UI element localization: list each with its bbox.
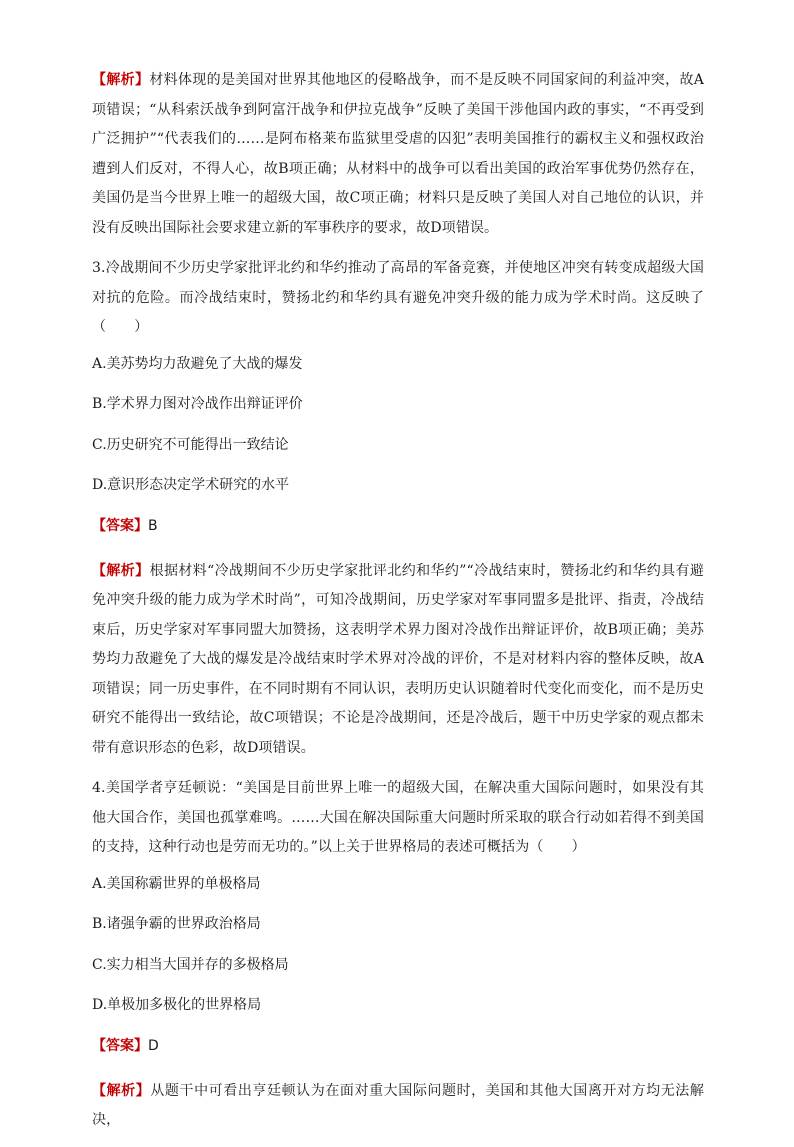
q3-option-d: D.意识形态决定学术研究的水平 — [92, 477, 290, 493]
document-page — [92, 66, 704, 1147]
q3-option-a: A.美苏势均力敌避免了大战的爆发 — [92, 355, 303, 372]
q4-option-c: C.实力相当大国并存的多极格局 — [92, 956, 289, 973]
q4-option-a: A.美国称霸世界的单极格局 — [92, 875, 261, 892]
answer-tag: 【答案】 — [92, 1037, 148, 1054]
q4-option-d: D.单极加多极化的世界格局 — [92, 997, 262, 1013]
q3-option-b: B.学术界力图对冷战作出辩证评价 — [92, 396, 303, 412]
answer-tag: 【答案】 — [92, 517, 148, 534]
q3-answer-value: B — [148, 517, 158, 534]
q3-analysis-text: 根据材料“冷战期间不少历史学家批评北约和华约”“冷战结束时，赞扬北约和华约具有避免冲突升级的能力成为学术时尚”，可知冷战期间，历史学家对军事同盟多是批评、指责，冷战结束后，历史学家对军事同盟大加赞扬，这表明学术界力图对冷战作出辩证评价，故B项正确；美苏势均力敌避免了大战的爆发是冷战结束时学术界对冷战的评价，不是对材料内容的整体反映，故A项错误；同一历史事件，在不同时期有不同认识，表明历史认识随着时代变化而变化，而不是历史研究不能得出一致结论，故C项错误；不论是冷战期间，还是冷战后，题干中历史学家的观点都未带有意识形态的色彩，故D项错误。 — [92, 562, 704, 756]
q4-answer-value: D — [148, 1037, 159, 1054]
q3-answer — [92, 516, 704, 536]
analysis-tag: 【解析】 — [92, 72, 150, 88]
q3-stem: 3.冷战期间不少历史学家批评北约和华约推动了高昂的军备竞赛，并使地区冲突有转变成超级大国对抗的危险。而冷战结束时，赞扬北约和华约具有避免冲突升级的能力成为学术时尚。这反映了（ ） — [92, 260, 704, 335]
q4-analysis-text: 从题干中可看出亨廷顿认为在面对重大国际问题时，美国和其他大国离开对方均无法解决， — [92, 1082, 704, 1128]
q3-analysis — [92, 557, 704, 764]
q2-analysis-text: 材料体现的是美国对世界其他地区的侵略战争，而不是反映不同国家间的利益冲突，故A项错误；“从科索沃战争到阿富汗战争和伊拉克战争”反映了美国干涉他国内政的事实，“不再受到广泛拥护”“代表我们的……是阿布格莱布监狱里受虐的囚犯”表明美国推行的霸权主义和强权政治遭到人们反对，不得人心，故B项正确；从材料中的战争可以看出美国的政治军事优势仍然存在，美国仍是当今世界上唯一的超级大国，故C项正确；材料只是反映了美国人对自己地位的认识，并没有反映出国际社会要求建立新的军事秩序的要求，故D项错误。 — [92, 72, 704, 236]
q2-analysis — [92, 66, 704, 243]
q3-option-c: C.历史研究不可能得出一致结论 — [92, 436, 289, 453]
analysis-tag: 【解析】 — [92, 1082, 151, 1099]
q4-analysis — [92, 1077, 704, 1136]
q4-option-b: B.诸强争霸的世界政治格局 — [92, 916, 261, 932]
q4-answer — [92, 1036, 704, 1056]
analysis-tag: 【解析】 — [92, 562, 150, 579]
q4-stem: 4.美国学者亨廷顿说：“美国是目前世界上唯一的超级大国，在解决重大国际问题时，如果没有其他大国合作，美国也孤掌难鸣。……大国在解决国际重大问题时所采取的联合行动如若得不到美国的支持，这种行动也是劳而无功的。”以上关于世界格局的表述可概括为（ ） — [92, 780, 704, 855]
